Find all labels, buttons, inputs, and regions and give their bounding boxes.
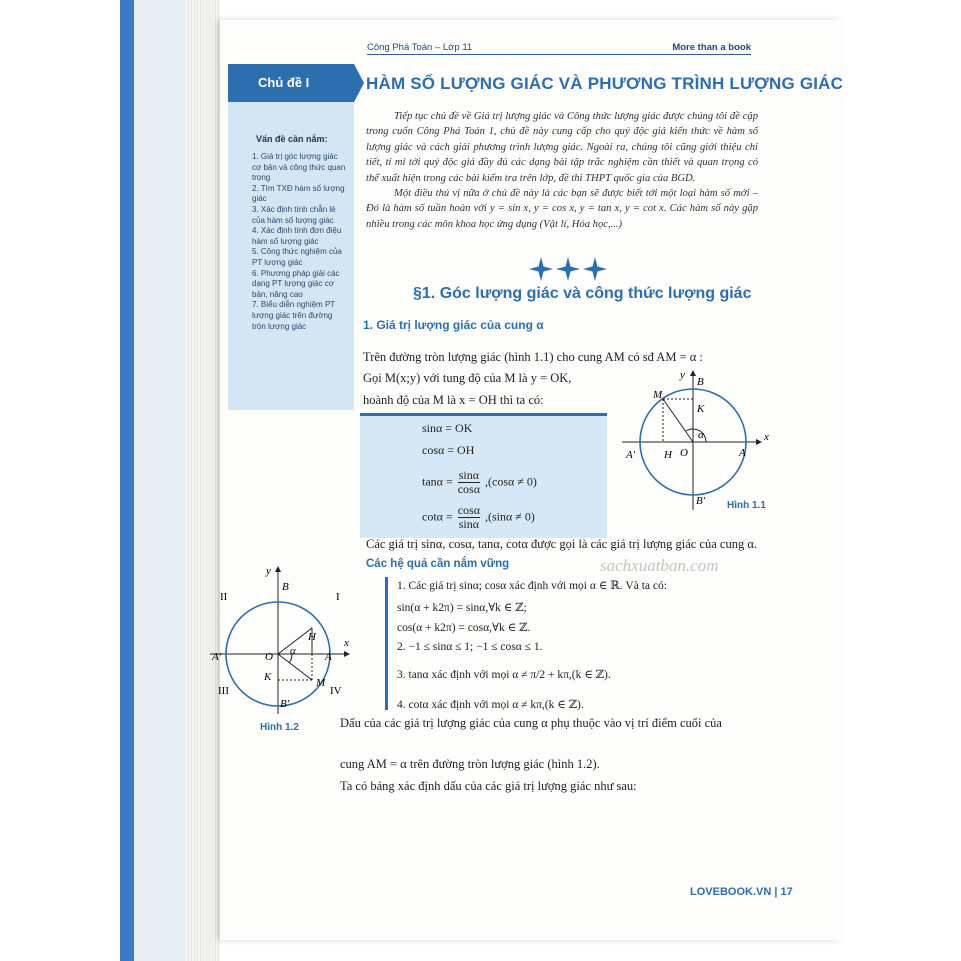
sidebar xyxy=(228,102,354,410)
consequence-2: 2. −1 ≤ sinα ≤ 1; −1 ≤ cosα ≤ 1. xyxy=(397,641,543,653)
intro-text xyxy=(366,109,758,232)
consequence-1: 1. Các giá trị sinα; cosα xác định với mọi α ∈ ℝ. Và ta có: xyxy=(397,580,667,592)
formula-cot-lhs: cotα = xyxy=(422,509,453,524)
fig12-label-H: H xyxy=(308,631,316,643)
fig12-label-B: B xyxy=(282,581,289,593)
body-line: Ta có bảng xác định dấu của các giá trị lượng giác như sau: xyxy=(340,779,637,793)
subsection-title: 1. Giá trị lượng giác của cung α xyxy=(363,318,544,332)
header-left: Công Phá Toán – Lớp 11 xyxy=(367,42,473,53)
consequence-1b: cos(α + k2π) = cosα,∀k ∈ ℤ. xyxy=(397,622,531,634)
fig12-label-A: A xyxy=(325,651,332,663)
sidebar-item: 2. Tìm TXĐ hàm số lượng giác xyxy=(252,183,345,204)
watermark: sachxuatban.com xyxy=(600,556,719,575)
consequence-1a: sin(α + k2π) = sinα,∀k ∈ ℤ; xyxy=(397,602,527,614)
body-line: Gọi M(x;y) với tung độ của M là y = OK, xyxy=(363,371,572,385)
fraction-num: sinα xyxy=(458,468,480,482)
formula-cot xyxy=(422,504,535,531)
sidebar-item: 7. Biểu diễn nghiệm PT lượng giác trên đường tròn lượng giác xyxy=(252,300,336,331)
fig12-label-B-prime: B′ xyxy=(280,698,290,710)
topic-arrow-icon xyxy=(354,64,364,102)
fig11-label-M: M xyxy=(653,389,663,401)
figure-1-2 xyxy=(208,566,368,716)
fig12-label-O: O xyxy=(265,651,273,663)
formula-sin: sinα = OK xyxy=(422,421,473,435)
figure-1-2-caption: Hình 1.2 xyxy=(260,722,299,733)
fig12-label-IV: IV xyxy=(330,685,342,697)
sidebar-item: 5. Công thức nghiệm của PT lượng giác xyxy=(252,247,342,267)
header-right: More than a book xyxy=(672,42,751,53)
topic-label: Chủ đề I xyxy=(228,64,354,102)
fraction-num: cosα xyxy=(457,503,481,517)
fig11-label-B: B xyxy=(697,376,704,388)
body-line: Trên đường tròn lượng giác (hình 1.1) cho cung AM có sđ AM = α : xyxy=(363,350,703,364)
fig11-label-H: H xyxy=(664,449,672,461)
fig11-label-K: K xyxy=(697,403,705,415)
intro-paragraph-2: Một điều thú vị nữa ở chủ đề này là các bạn sẽ được biết tới một loại hàm số mới – Đó là hàm số tuần hoàn với y = sin x, y = cos x, y = tan x, y = cot x. Các hàm số này gặp nhiều trong các môn khoa học ứng dụng (Vật lí, Hóa học,...) xyxy=(366,188,758,230)
sidebar-item: 4. Xác định tính đơn điệu hàm số lượng giác xyxy=(252,226,342,246)
consequence-3: 3. tanα xác định với mọi α ≠ π/2 + kπ,(k ∈ ℤ). xyxy=(397,669,611,681)
fig12-label-A-prime: A′ xyxy=(212,651,222,663)
section-title: §1. Góc lượng giác và công thức lượng giác xyxy=(413,285,752,302)
formula-cot-cond: ,(sinα ≠ 0) xyxy=(485,509,535,524)
formula-cos: cosα = OH xyxy=(422,443,475,457)
fraction xyxy=(458,504,480,531)
sidebar-item: 3. Xác định tính chẵn lẻ của hàm số lượng giác xyxy=(252,204,336,225)
fig12-label-x: x xyxy=(344,637,349,649)
figure-1-1-caption: Hình 1.1 xyxy=(727,500,766,511)
fig12-label-III: III xyxy=(218,685,229,697)
fig11-label-B-prime: B′ xyxy=(696,495,706,507)
fig11-label-A: A xyxy=(739,447,746,459)
formula-tan-lhs: tanα = xyxy=(422,474,453,489)
fig12-label-II: II xyxy=(220,591,228,603)
formula-tan-cond: ,(cosα ≠ 0) xyxy=(485,474,537,489)
consequences-bar xyxy=(385,577,388,710)
body-line: cung AM = α trên đường tròn lượng giác (hình 1.2). xyxy=(340,757,600,771)
sidebar-title: Vấn đề cần nắm: xyxy=(256,134,328,144)
fraction-den: cosα xyxy=(457,482,481,496)
fig12-label-I: I xyxy=(336,591,340,603)
formula-box xyxy=(360,413,607,538)
body-line: Dấu của các giá trị lượng giác của cung α phụ thuộc vào vị trí điểm cuối của xyxy=(340,716,722,730)
stars-icon xyxy=(528,254,608,284)
consequences-title: Các hệ quả cần nắm vững xyxy=(366,558,510,570)
body-line: Các giá trị sinα, cosα, tanα, cotα được gọi là các giá trị lượng giác của cung α. xyxy=(366,537,757,551)
fig12-label-y: y xyxy=(266,566,271,577)
fraction xyxy=(458,469,480,496)
fig12-label-M: M xyxy=(316,677,326,689)
fig12-label-alpha: α xyxy=(290,645,296,657)
consequence-4: 4. cotα xác định với mọi α ≠ kπ,(k ∈ ℤ). xyxy=(397,699,584,711)
fig11-label-y: y xyxy=(680,369,685,381)
figure-1-1 xyxy=(618,368,778,518)
fig11-label-A-prime: A′ xyxy=(626,449,636,461)
fig11-label-alpha: α xyxy=(698,429,704,441)
fraction-den: sinα xyxy=(458,517,480,531)
page-footer: LOVEBOOK.VN | 17 xyxy=(690,886,793,898)
sidebar-list xyxy=(252,152,348,332)
sidebar-item: 1. Giá trị góc lượng giác cơ bản và công thức quan trọng xyxy=(252,152,346,183)
fig11-label-O: O xyxy=(680,447,688,459)
body-line: hoành độ của M là x = OH thì ta có: xyxy=(363,393,544,407)
page-stack-edge xyxy=(186,0,220,961)
fig12-label-K: K xyxy=(264,671,272,683)
fig11-label-x: x xyxy=(764,431,769,443)
running-header xyxy=(367,42,751,55)
sidebar-item: 6. Phương pháp giải các dạng PT lượng giác cơ bản, nâng cao xyxy=(252,268,340,299)
chapter-title: HÀM SỐ LƯỢNG GIÁC VÀ PHƯƠNG TRÌNH LƯỢNG GIÁC xyxy=(366,74,844,93)
intro-paragraph-1: Tiếp tục chủ đề về Giá trị lượng giác và Công thức lượng giác được chúng tôi đề cập trong cuốn Công Phá Toán 1, chủ đề này cung cấp cho quý độc giả kiến thức về hàm số lượng giác và cách giải phương trình lượng giác. Ngoài ra, chúng tôi cũng giới thiệu chi tiết, tỉ mỉ tới quý độc giả đầy đủ các dạng bài tập trắc nghiệm cần thiết và quan trọng có thể xuất hiện trong các bài kiểm tra trên lớp, đề thi THPT quốc gia của BGD. xyxy=(366,111,758,184)
formula-tan xyxy=(422,469,537,496)
